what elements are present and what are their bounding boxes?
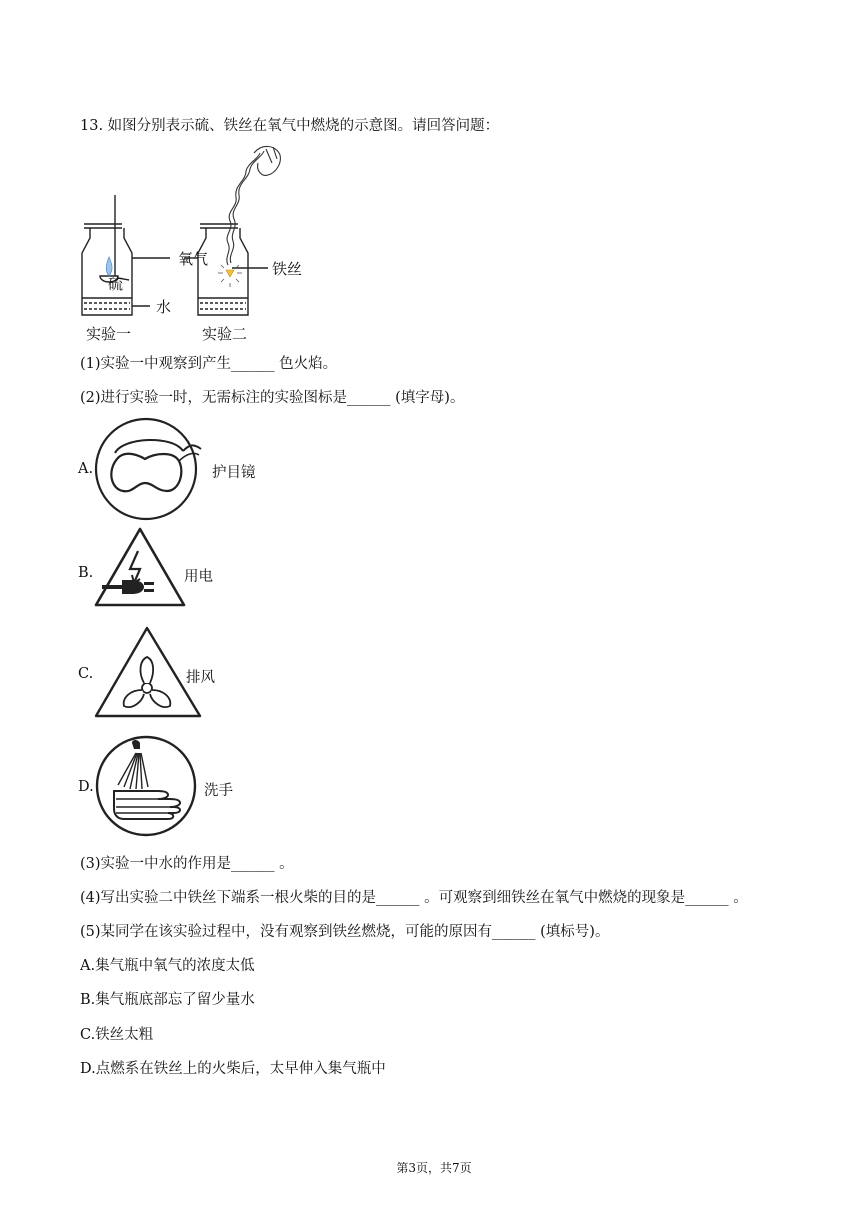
sub-question-4: (4)写出实验二中铁丝下端系一根火柴的目的是______ 。可观察到细铁丝在氧气中燃烧的现象是______ 。 <box>80 890 748 906</box>
page-footer: 第3页，共7页 <box>396 1161 472 1175</box>
choice-b: B.集气瓶底部忘了留少量水 <box>80 992 255 1008</box>
choice-c: C.铁丝太粗 <box>80 1027 154 1043</box>
hand-wash-icon <box>94 733 202 841</box>
option-c <box>78 624 278 724</box>
option-a-label: 护目镜 <box>212 465 256 481</box>
option-b <box>78 527 278 607</box>
sub-question-2: (2)进行实验一时，无需标注的实验图标是______ (填字母)。 <box>80 390 465 406</box>
iron-wire-icon <box>227 146 281 265</box>
option-a-letter: A. <box>78 461 94 477</box>
option-c-letter: C. <box>78 666 94 682</box>
option-d <box>78 733 278 843</box>
label-iron-wire: 铁丝 <box>272 260 303 278</box>
choice-a: A.集气瓶中氧气的浓度太低 <box>80 958 255 974</box>
option-c-label: 排风 <box>186 670 215 686</box>
spark-icon <box>226 270 234 277</box>
option-d-letter: D. <box>78 779 94 795</box>
choice-d: D.点燃系在铁丝上的火柴后，太早伸入集气瓶中 <box>80 1061 386 1077</box>
option-a <box>78 415 278 525</box>
jar-experiment-2 <box>184 224 268 315</box>
caption-experiment-2: 实验二 <box>202 325 248 343</box>
caption-experiment-1: 实验一 <box>86 325 132 343</box>
option-b-label: 用电 <box>184 569 213 585</box>
sub-question-3: (3)实验一中水的作用是______ 。 <box>80 856 294 872</box>
label-sulfur: 硫 <box>108 275 124 293</box>
sub-question-1: (1)实验一中观察到产生______ 色火焰。 <box>80 356 338 372</box>
option-d-label: 洗手 <box>204 783 233 799</box>
experiment-illustration <box>78 145 328 345</box>
option-b-letter: B. <box>78 565 94 581</box>
label-water: 水 <box>156 298 172 316</box>
electricity-icon <box>92 525 188 609</box>
question-stem: 13. 如图分别表示硫、铁丝在氧气中燃烧的示意图。请回答问题： <box>80 118 500 134</box>
label-oxygen: 氧气 <box>178 250 209 268</box>
sub-question-5: (5)某同学在该实验过程中，没有观察到铁丝燃烧，可能的原因有______ (填标号)。 <box>80 924 610 940</box>
experiment-diagram <box>78 145 328 345</box>
goggles-icon <box>93 415 203 525</box>
